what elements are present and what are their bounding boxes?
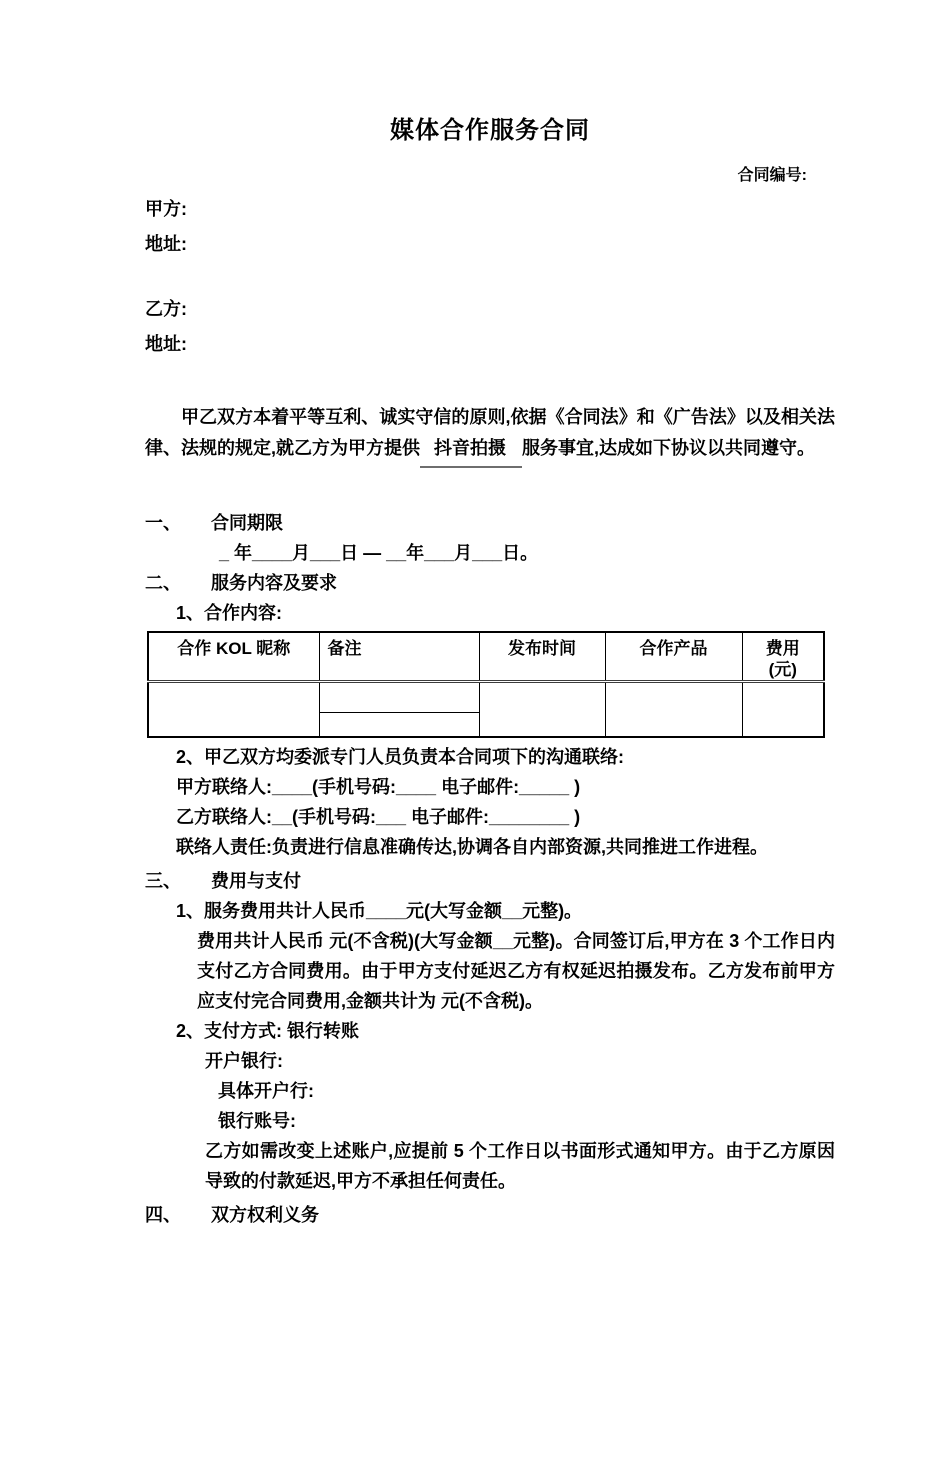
section-2-number: 二、 — [145, 573, 181, 593]
contract-page — [0, 113, 950, 1457]
contract-number-label: 合同编号: — [737, 167, 807, 184]
col-header-fee: 费用 (元) — [742, 632, 824, 682]
section-3-heading — [145, 866, 835, 896]
liaison-clause: 2、甲乙双方均委派专门人员负责本合同项下的沟通联络: — [176, 747, 625, 767]
liaison-duty-paragraph: 联络人责任:负责进行信息准确传达,协调各自内部资源,共同推进工作进程。 — [176, 837, 768, 857]
section-2-title: 服务内容及要求 — [211, 573, 337, 593]
section-2-heading — [145, 568, 835, 598]
section-4-title: 双方权利义务 — [211, 1205, 319, 1225]
doc-title: 媒体合作服务合同 — [390, 117, 590, 144]
fee-payment-detail-paragraph: 费用共计人民币 元(不含税)(大写金额__元整)。合同签订后,甲方在 3 个工作日内支付乙方合同费用。由于甲方支付延迟乙方有权延迟拍摄发布。乙方发布前甲方应支付完合同费用,金额共计为 元(不含税)。 — [197, 931, 835, 1011]
preamble-paragraph — [145, 402, 835, 468]
section-1-number: 一、 — [145, 513, 181, 533]
party-a-address-label: 地址: — [145, 234, 187, 254]
party-a-label: 甲方: — [145, 199, 187, 219]
party-a-contact-blanks: 甲方联络人:____(手机号码:____ 电子邮件:_____ ) — [176, 777, 581, 797]
preamble-text-after: 服务事宜,达成如下协议以共同遵守。 — [522, 438, 815, 458]
party-b-contact-blanks: 乙方联络人:__(手机号码:___ 电子邮件:________ ) — [176, 807, 581, 827]
cooperation-content-label: 1、合作内容: — [176, 603, 283, 623]
cell-product-empty — [605, 682, 742, 738]
section-4-number: 四、 — [145, 1205, 181, 1225]
col-header-product: 合作产品 — [605, 632, 742, 682]
section-1-heading — [145, 508, 835, 538]
cell-kol-nickname-empty — [148, 682, 319, 738]
party-b-label: 乙方: — [145, 299, 187, 319]
cell-publish-time-empty — [479, 682, 605, 738]
bank-account-label: 银行账号: — [218, 1111, 296, 1131]
party-b-address-label: 地址: — [145, 334, 187, 354]
account-change-note-paragraph: 乙方如需改变上述账户,应提前 5 个工作日以书面形式通知甲方。由于乙方原因导致的付款延迟,甲方不承担任何责任。 — [205, 1141, 835, 1191]
section-3-title: 费用与支付 — [211, 871, 301, 891]
bank-name-label: 开户银行: — [205, 1051, 283, 1071]
col-header-remark: 备注 — [319, 632, 479, 682]
payment-method-clause: 2、支付方式: 银行转账 — [176, 1021, 360, 1041]
service-fee-clause: 1、服务费用共计人民币____元(大写金额__元整)。 — [176, 901, 583, 921]
cell-remark-upper-empty — [319, 682, 479, 713]
col-header-publish-time: 发布时间 — [479, 632, 605, 682]
table-header-row — [148, 632, 824, 682]
cell-remark-lower-empty — [319, 713, 479, 738]
col-header-kol-nickname: 合作 KOL 昵称 — [148, 632, 319, 682]
table-data-row — [148, 682, 824, 713]
col-header-fee-unit: (元) — [768, 660, 797, 679]
section-3-number: 三、 — [145, 871, 181, 891]
contract-period-blanks: _ 年____月___日 — __年___月___日。 — [219, 543, 539, 563]
bank-branch-label: 具体开户行: — [218, 1081, 314, 1101]
cooperation-table — [147, 631, 825, 738]
section-4-heading — [145, 1200, 835, 1230]
cell-fee-empty — [742, 682, 824, 738]
preamble-text-before: 甲乙双方本着平等互利、诚实守信的原则,依据《合同法》和《广告法》以及相关法律、法规的规定,就乙方为甲方提供 — [145, 407, 835, 458]
section-1-title: 合同期限 — [211, 513, 283, 533]
service-type-blank: 抖音拍摄 — [420, 433, 522, 468]
